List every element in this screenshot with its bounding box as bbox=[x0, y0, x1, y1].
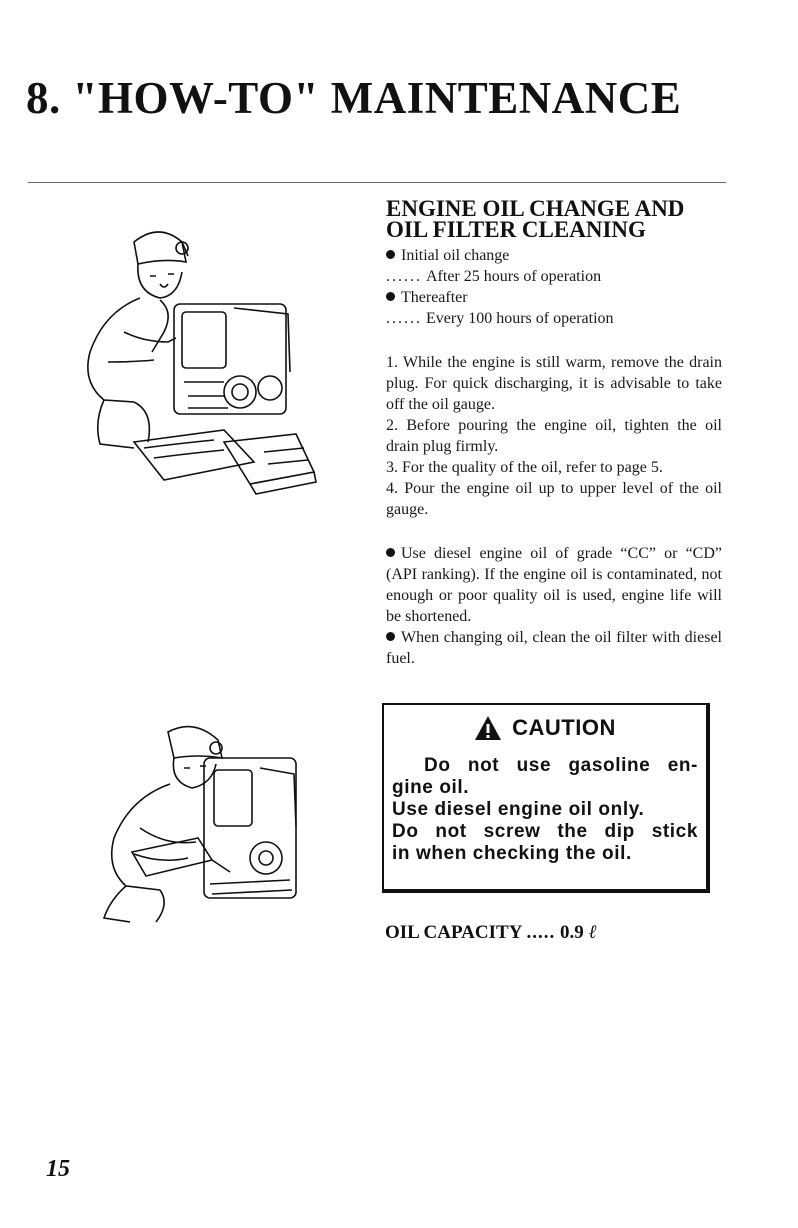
schedule-item: Initial oil change bbox=[386, 245, 722, 266]
caution-text: Use diesel engine oil only. bbox=[392, 799, 645, 820]
oil-capacity bbox=[385, 922, 596, 944]
section-title-line1: ENGINE OIL CHANGE AND bbox=[386, 196, 685, 221]
step-item: 4. Pour the engine oil up to upper level of the oil gauge. bbox=[386, 480, 722, 518]
note-item: Use diesel engine oil of grade “CC” or “CD” (API ranking). If the engine oil is contaminated, not enough or poor quality oil is used, engine life will be shortened. bbox=[386, 545, 722, 625]
caution-text: Do not use gasoline en- bbox=[424, 755, 698, 776]
oil-drain-illustration bbox=[64, 212, 320, 502]
caution-text: in when checking the oil. bbox=[392, 843, 632, 864]
section-title-line2: OIL FILTER CLEANING bbox=[386, 217, 646, 242]
caution-text: Do not screw the dip stick bbox=[392, 821, 698, 842]
note-item: When changing oil, clean the oil filter with diesel fuel. bbox=[386, 629, 722, 667]
oil-pour-illustration bbox=[70, 718, 306, 928]
page-title: 8. "HOW-TO" MAINTENANCE bbox=[26, 73, 682, 123]
capacity-dots: ..... bbox=[526, 922, 556, 943]
caution-box bbox=[382, 703, 710, 893]
steps-list bbox=[386, 352, 722, 520]
schedule-list bbox=[386, 245, 722, 329]
capacity-unit: ℓ bbox=[588, 922, 597, 943]
bullet-icon bbox=[386, 548, 395, 557]
step-item: 3. For the quality of the oil, refer to page 5. bbox=[386, 459, 663, 476]
schedule-detail: ...... Every 100 hours of operation bbox=[386, 310, 614, 327]
bullet-icon bbox=[386, 250, 395, 259]
bullet-icon bbox=[386, 632, 395, 641]
bullet-icon bbox=[386, 292, 395, 301]
warning-triangle-icon bbox=[474, 715, 502, 741]
caution-label: CAUTION bbox=[512, 715, 616, 740]
page-number: 15 bbox=[46, 1156, 70, 1182]
divider bbox=[28, 182, 726, 183]
section-title bbox=[386, 198, 746, 240]
step-item: 2. Before pouring the engine oil, tighten the oil drain plug firmly. bbox=[386, 417, 722, 455]
capacity-label: OIL CAPACITY bbox=[385, 922, 522, 943]
step-item: 1. While the engine is still warm, remove the drain plug. For quick discharging, it is advisable to take off the oil gauge. bbox=[386, 354, 722, 413]
caution-text: gine oil. bbox=[392, 777, 470, 798]
capacity-value: 0.9 bbox=[559, 922, 584, 943]
schedule-detail: ...... After 25 hours of operation bbox=[386, 268, 602, 285]
notes-list bbox=[386, 543, 722, 669]
caution-heading bbox=[392, 711, 698, 745]
schedule-item: Thereafter bbox=[386, 287, 722, 308]
